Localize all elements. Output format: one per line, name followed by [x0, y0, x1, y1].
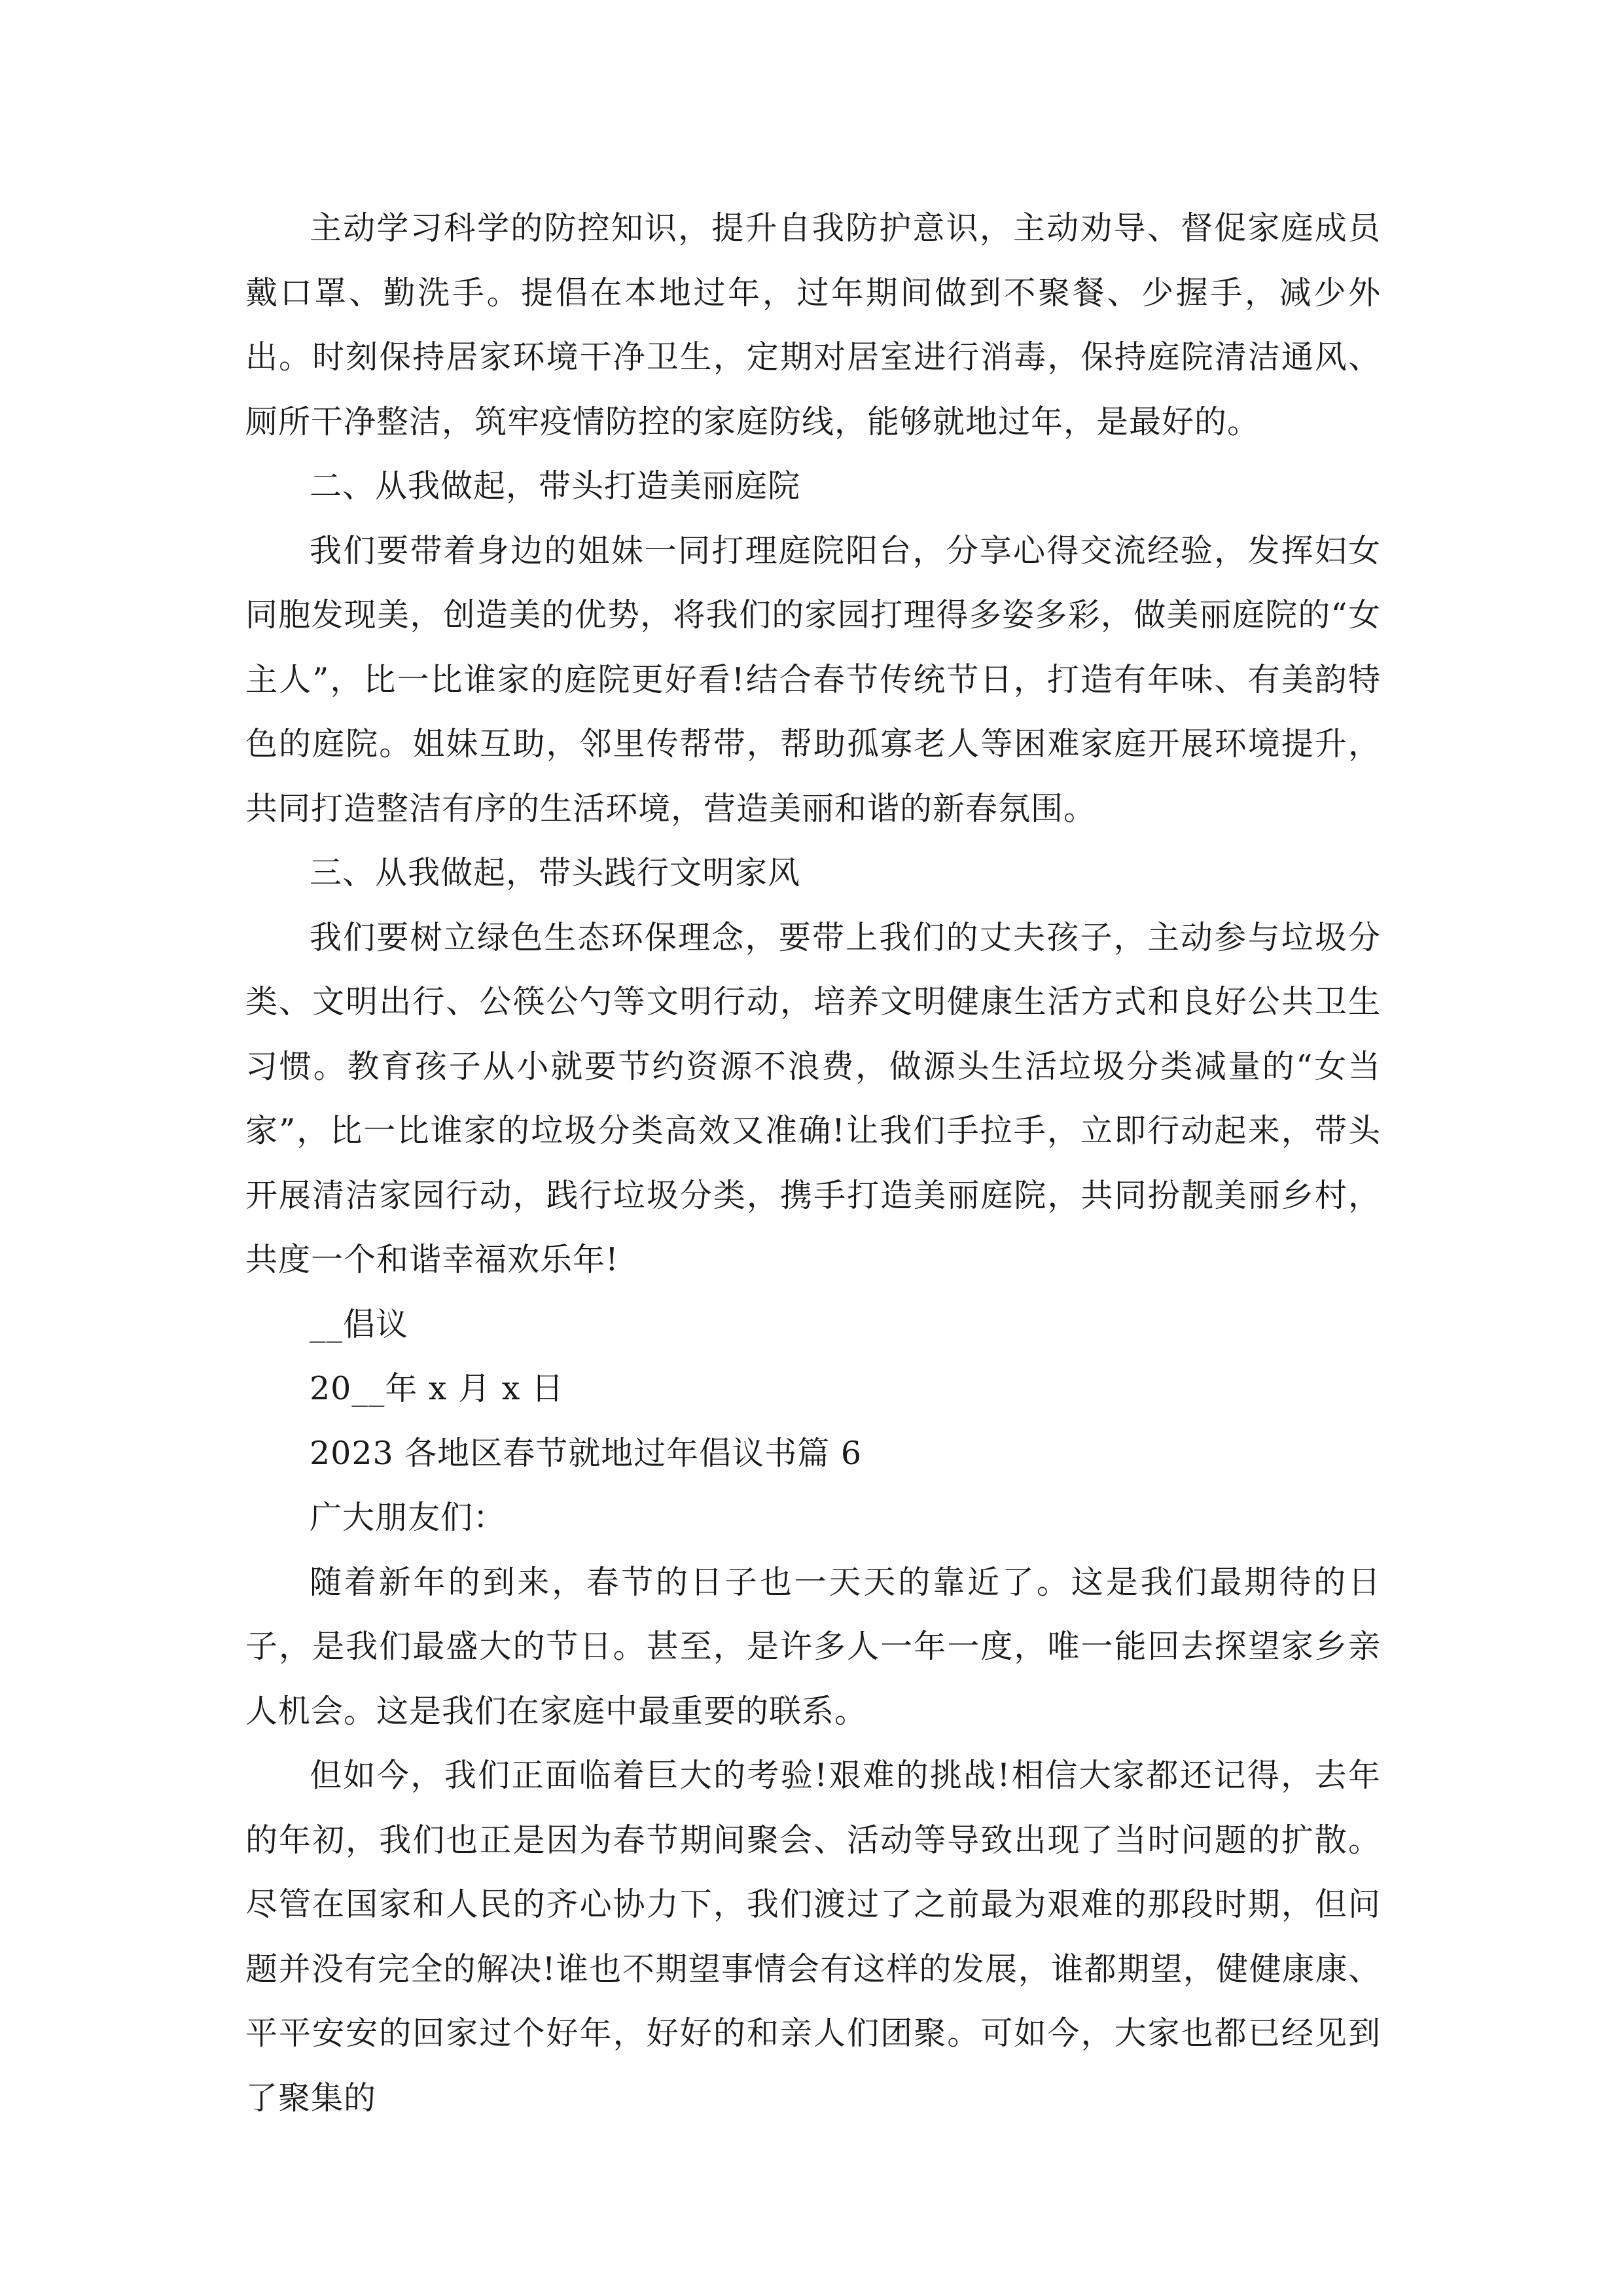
signature-line: __倡议: [310, 1305, 409, 1343]
section-heading-2: 二、从我做起，带头打造美丽庭院: [310, 467, 801, 505]
paragraph-new-year-coming: 随着新年的到来，春节的日子也一天天的靠近了。这是我们最期待的日子，是我们最盛大的节日。甚至，是许多人一年一度，唯一能回去探望家乡亲人机会。这是我们在家庭中最重要的联系。: [245, 1563, 1381, 1730]
paragraph-beautiful-courtyard: 我们要带着身边的姐妹一同打理庭院阳台，分享心得交流经验，发挥妇女同胞发现美，创造美的优势，将我们的家园打理得多姿多彩，做美丽庭院的“女主人”，比一比谁家的庭院更好看!结合春节传统节日，打造有年味、有美韵特色的庭院。姐妹互助，邻里传帮带，帮助孤寡老人等困难家庭开展环境提升，共同打造整洁有序的生活环境，营造美丽和谐的新春氛围。: [245, 531, 1381, 827]
date-line: 20__年 x 月 x 日: [310, 1370, 564, 1407]
paragraph-civilized-family: 我们要树立绿色生态环保理念，要带上我们的丈夫孩子，主动参与垃圾分类、文明出行、公筷公勺等文明行动，培养文明健康生活方式和良好公共卫生习惯。教育孩子从小就要节约资源不浪费，做源头生活垃圾分类减量的“女当家”，比一比谁家的垃圾分类高效又准确!让我们手拉手，立即行动起来，带头开展清洁家园行动，践行垃圾分类，携手打造美丽庭院，共同扮靓美丽乡村，共度一个和谐幸福欢乐年!: [245, 918, 1381, 1278]
section-heading-3: 三、从我做起，带头践行文明家风: [310, 854, 801, 891]
salutation: 广大朋友们：: [310, 1499, 507, 1536]
paragraph-challenge: 但如今，我们正面临着巨大的考验!艰难的挑战!相信大家都还记得，去年的年初，我们也正是因为春节期间聚会、活动等导致出现了当时问题的扩散。尽管在国家和人民的齐心协力下，我们渡过了之前最为艰难的那段时期，但问题并没有完全的解决!谁也不期望事情会有这样的发展，谁都期望，健健康康、平平安安的回家过个好年，好好的和亲人们团聚。可如今，大家也都已经见到了聚集的: [245, 1757, 1381, 2117]
document-body: [245, 196, 1381, 2130]
paragraph-prevention-knowledge: 主动学习科学的防控知识，提升自我防护意识，主动劝导、督促家庭成员戴口罩、勤洗手。提倡在本地过年，过年期间做到不聚餐、少握手，减少外出。时刻保持居家环境干净卫生，定期对居室进行消毒，保持庭院清洁通风、厕所干净整洁，筑牢疫情防控的家庭防线，能够就地过年，是最好的。: [245, 209, 1381, 440]
article-title: 2023 各地区春节就地过年倡议书篇 6: [310, 1434, 863, 1472]
